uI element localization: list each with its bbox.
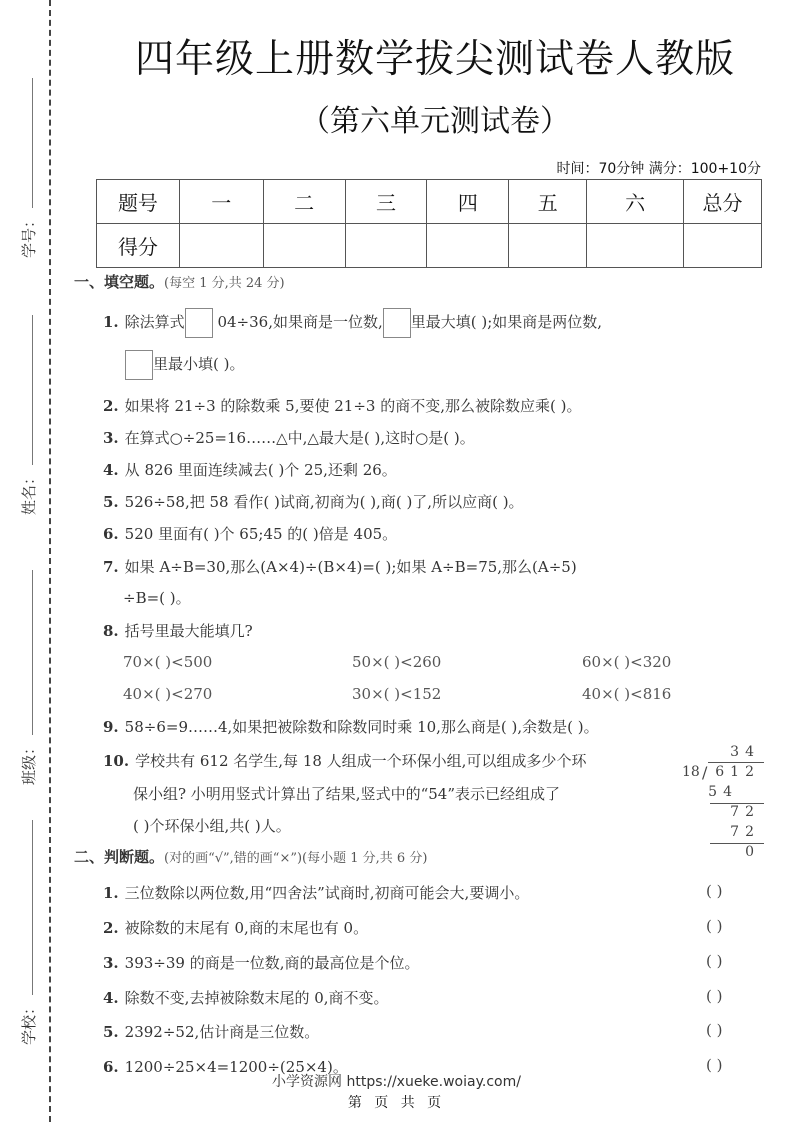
question-number: 10. <box>103 752 130 770</box>
question-text: 括号里最大能填几? <box>124 622 253 640</box>
school-label: 学校： <box>20 999 38 1045</box>
question-7-line2 <box>123 587 191 608</box>
section-note: (每空 1 分,共 24 分) <box>164 276 285 291</box>
long-division <box>680 744 764 862</box>
division-bracket: / <box>702 763 708 782</box>
question-1-line2 <box>125 350 244 380</box>
score-row-label: 得分 <box>97 224 180 268</box>
question-7 <box>103 556 577 577</box>
section-true-false-heading <box>74 846 427 867</box>
student-id-label: 学号： <box>20 212 38 258</box>
section-title: 一、填空题。 <box>74 273 165 291</box>
question-10-line2 <box>133 783 560 804</box>
question-text: 如果 A÷B=30,那么(A×4)÷(B×4)=( );如果 A÷B=75,那么(A÷5) <box>124 558 577 576</box>
question-text: ÷B=( )。 <box>123 589 191 607</box>
question-6 <box>103 523 397 544</box>
tf-item-5 <box>103 1021 319 1042</box>
question-number: 6. <box>103 525 119 543</box>
division-bar <box>708 762 764 763</box>
question-text: 526÷58,把 58 看作( )试商,初商为( ),商( )了,所以应商( )。 <box>124 493 524 511</box>
divisor: 18 <box>682 764 700 780</box>
binding-dashed-line <box>49 0 51 1122</box>
page-subtitle: （第六单元测试卷） <box>300 104 570 139</box>
score-cell[interactable] <box>509 224 587 268</box>
question-1 <box>103 308 602 338</box>
inequality-item: 60×( )<320 <box>582 653 672 671</box>
question-number: 6. <box>103 1058 119 1076</box>
question-text: 里最小填( )。 <box>153 355 245 373</box>
final-remainder: 0 <box>745 844 760 860</box>
score-table <box>96 179 762 268</box>
name-underline[interactable] <box>32 315 33 465</box>
inequality-item: 30×( )<152 <box>352 685 442 703</box>
question-3 <box>103 427 475 448</box>
question-number: 9. <box>103 718 119 736</box>
tf-item-2 <box>103 917 368 938</box>
question-2 <box>103 395 581 416</box>
class-label: 班级： <box>20 739 38 785</box>
question-text: 2392÷52,估计商是三位数。 <box>124 1023 320 1041</box>
class-underline[interactable] <box>32 570 33 735</box>
question-text: 393÷39 的商是一位数,商的最高位是个位。 <box>124 954 420 972</box>
answer-paren[interactable]: ( ) <box>706 952 723 970</box>
score-cell[interactable] <box>179 224 263 268</box>
header-cell: 五 <box>509 180 587 224</box>
tf-item-1 <box>103 882 529 903</box>
question-number: 2. <box>103 919 119 937</box>
inequality-item: 50×( )<260 <box>352 653 442 671</box>
page-number: 第 页 共 页 <box>347 1095 446 1111</box>
blank-box[interactable] <box>185 308 213 338</box>
answer-paren[interactable]: ( ) <box>706 917 723 935</box>
exam-meta: 时间：70分钟 满分：100+10分 <box>556 161 761 177</box>
school-underline[interactable] <box>32 820 33 995</box>
question-text: 在算式○÷25=16……△中,△最大是( ),这时○是( )。 <box>124 429 475 447</box>
score-cell[interactable] <box>427 224 509 268</box>
header-cell: 一 <box>179 180 263 224</box>
question-text: 520 里面有( )个 65;45 的( )倍是 405。 <box>124 525 398 543</box>
question-text: 从 826 里面连续减去( )个 25,还剩 26。 <box>124 461 397 479</box>
question-10 <box>103 750 586 771</box>
question-8 <box>103 620 253 641</box>
tf-item-3 <box>103 952 420 973</box>
question-number: 4. <box>103 461 119 479</box>
question-text: 如果将 21÷3 的除数乘 5,要使 21÷3 的商不变,那么被除数应乘( )。 <box>124 397 582 415</box>
question-9 <box>103 716 599 737</box>
section-note: (对的画“√”,错的画“×”)(每小题 1 分,共 6 分) <box>164 851 428 866</box>
blank-box[interactable] <box>125 350 153 380</box>
score-cell[interactable] <box>263 224 345 268</box>
step-product-2: 72 <box>730 824 760 840</box>
question-number: 7. <box>103 558 119 576</box>
question-number: 2. <box>103 397 119 415</box>
question-text: 1200÷25×4=1200÷(25×4)。 <box>124 1058 348 1076</box>
question-4 <box>103 459 397 480</box>
step-product-1: 54 <box>708 784 738 800</box>
question-number: 3. <box>103 429 119 447</box>
inequality-item: 70×( )<500 <box>123 653 213 671</box>
header-cell: 总分 <box>684 180 762 224</box>
question-text: 除法算式 <box>124 313 185 331</box>
score-cell[interactable] <box>684 224 762 268</box>
step-remainder-1: 72 <box>730 804 760 820</box>
quotient: 34 <box>730 744 760 760</box>
watermark-link[interactable]: 小学资源网 https://xueke.woiay.com/ <box>272 1074 521 1090</box>
question-text: 04÷36,如果商是一位数, <box>212 313 383 331</box>
inequality-item: 40×( )<816 <box>582 685 672 703</box>
header-cell: 四 <box>427 180 509 224</box>
answer-paren[interactable]: ( ) <box>706 987 723 1005</box>
question-number: 1. <box>103 313 119 331</box>
question-text: 除数不变,去掉被除数末尾的 0,商不变。 <box>124 989 389 1007</box>
student-id-underline[interactable] <box>32 78 33 208</box>
question-text: 58÷6=9……4,如果把被除数和除数同时乘 10,那么商是( ),余数是( )。 <box>124 718 599 736</box>
dividend: 612 <box>715 764 760 780</box>
page-title: 四年级上册数学拔尖测试卷人教版 <box>134 37 735 82</box>
answer-paren[interactable]: ( ) <box>706 1021 723 1039</box>
question-number: 5. <box>103 1023 119 1041</box>
question-10-line3 <box>133 815 291 836</box>
question-text: 被除数的末尾有 0,商的末尾也有 0。 <box>124 919 369 937</box>
question-text: 里最大填( );如果商是两位数, <box>410 313 603 331</box>
score-table-score-row <box>97 224 762 268</box>
inequality-item: 40×( )<270 <box>123 685 213 703</box>
score-cell[interactable] <box>587 224 684 268</box>
question-number: 4. <box>103 989 119 1007</box>
question-text: 保小组? 小明用竖式计算出了结果,竖式中的“54”表示已经组成了 <box>133 785 561 803</box>
tf-item-4 <box>103 987 389 1008</box>
section-fill-blank-heading <box>74 271 285 292</box>
header-cell: 三 <box>345 180 427 224</box>
question-number: 1. <box>103 884 119 902</box>
score-cell[interactable] <box>345 224 427 268</box>
question-number: 3. <box>103 954 119 972</box>
header-cell: 六 <box>587 180 684 224</box>
header-cell: 题号 <box>97 180 180 224</box>
question-text: 三位数除以两位数,用“四舍法”试商时,初商可能会大,要调小。 <box>124 884 530 902</box>
question-number: 8. <box>103 622 119 640</box>
answer-paren[interactable]: ( ) <box>706 882 723 900</box>
header-cell: 二 <box>263 180 345 224</box>
question-number: 5. <box>103 493 119 511</box>
question-text: ( )个环保小组,共( )人。 <box>133 817 291 835</box>
score-table-header-row <box>97 180 762 224</box>
name-label: 姓名： <box>20 469 38 515</box>
section-title: 二、判断题。 <box>74 848 165 866</box>
question-text: 学校共有 612 名学生,每 18 人组成一个环保小组,可以组成多少个环 <box>135 752 587 770</box>
question-5 <box>103 491 524 512</box>
blank-box[interactable] <box>383 308 411 338</box>
answer-paren[interactable]: ( ) <box>706 1056 723 1074</box>
